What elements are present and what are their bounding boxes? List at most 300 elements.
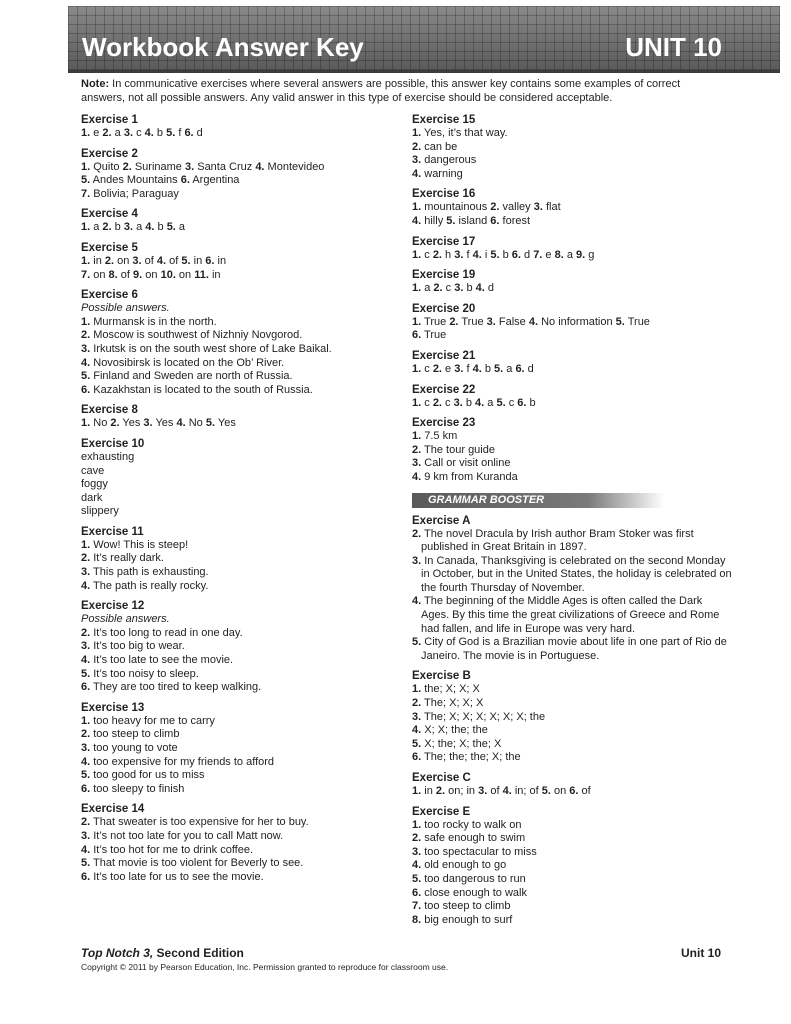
answer-text: too rocky to walk on bbox=[421, 818, 522, 831]
exercise-title: Exercise 20 bbox=[412, 302, 476, 315]
answer-text: False bbox=[495, 315, 529, 328]
item-number: 3. bbox=[533, 201, 543, 214]
answer-text: Irkutsk is on the south west shore of Lake Baikal. bbox=[90, 342, 332, 355]
answer-line bbox=[412, 201, 732, 215]
answer-text: in; of bbox=[511, 785, 542, 797]
answer-line bbox=[412, 724, 732, 738]
answer-text: It’s really dark. bbox=[90, 552, 164, 565]
answer-line bbox=[81, 816, 401, 830]
item-number: 3. bbox=[454, 282, 464, 295]
item-number: 1. bbox=[81, 127, 91, 139]
item-number: 4. bbox=[156, 254, 167, 267]
item-number: 5. bbox=[412, 636, 422, 649]
item-number: 1. bbox=[412, 248, 422, 261]
item-number: 5. bbox=[81, 667, 91, 680]
item-number: 4. bbox=[81, 654, 91, 667]
item-number: 1. bbox=[81, 221, 91, 234]
exercise-block bbox=[81, 599, 401, 695]
answer-line bbox=[412, 141, 732, 155]
answer-line bbox=[412, 914, 732, 928]
item-number: 4. bbox=[255, 160, 265, 173]
exercise-block bbox=[81, 241, 401, 282]
item-number: 8. bbox=[108, 268, 118, 281]
item-number: 1. bbox=[412, 127, 422, 139]
item-number: 3. bbox=[478, 785, 488, 797]
answer-text: of bbox=[578, 785, 591, 797]
item-number: 5. bbox=[81, 769, 91, 782]
answer-text: b bbox=[499, 248, 512, 261]
answer-line bbox=[412, 471, 732, 485]
answer-text: True bbox=[421, 329, 447, 342]
answer-text: Bolivia; Paraguay bbox=[90, 187, 179, 200]
footer-edition: Second Edition bbox=[153, 946, 244, 960]
item-number: 2. bbox=[432, 396, 442, 409]
item-number: 5. bbox=[490, 248, 500, 261]
exercise-title: Exercise 22 bbox=[412, 383, 476, 396]
item-number: 1. bbox=[81, 315, 91, 328]
item-number: 8. bbox=[554, 248, 564, 261]
answer-text: too spectacular to miss bbox=[421, 845, 537, 858]
item-number: 3. bbox=[81, 640, 91, 653]
answer-text: big enough to surf bbox=[421, 913, 513, 926]
item-number: 2. bbox=[432, 248, 442, 261]
answer-text: too steep to climb bbox=[90, 728, 180, 741]
answer-text: Quito bbox=[90, 160, 123, 173]
answer-text: Moscow is southwest of Nizhniy Novgorod. bbox=[90, 329, 303, 342]
exercise-block bbox=[81, 113, 401, 141]
item-number: 1. bbox=[412, 430, 422, 443]
item-number: 4. bbox=[176, 417, 186, 430]
answer-text: b bbox=[526, 396, 536, 409]
answer-text: d bbox=[484, 282, 495, 295]
answer-line bbox=[412, 887, 732, 901]
answer-line bbox=[412, 595, 732, 636]
answer-text: c bbox=[505, 396, 518, 409]
answer-text: a bbox=[563, 248, 577, 261]
answer-text: close enough to walk bbox=[421, 886, 527, 899]
item-number: 4. bbox=[81, 579, 91, 592]
exercise-block bbox=[81, 437, 401, 519]
answer-text: c bbox=[421, 248, 433, 261]
answer-line bbox=[81, 769, 401, 783]
item-number: 4. bbox=[412, 470, 422, 483]
answer-line bbox=[412, 711, 732, 725]
answer-text: flat bbox=[542, 201, 561, 214]
answer-line bbox=[81, 451, 401, 465]
item-number: 2. bbox=[122, 160, 132, 173]
grammar-booster-exercises bbox=[412, 669, 732, 927]
item-number: 4. bbox=[81, 356, 91, 369]
item-number: 7. bbox=[412, 900, 422, 913]
exercise-title: Exercise 17 bbox=[412, 235, 476, 248]
answer-text: c bbox=[442, 396, 454, 409]
item-number: 5. bbox=[494, 362, 504, 375]
item-number: 2. bbox=[433, 282, 443, 295]
answer-text: Wow! This is steep! bbox=[90, 538, 189, 551]
answer-text: The beginning of the Middle Ages is often called the Dark Ages. By this time the great civilizations of Greece and Rome had fallen, and life in Europe was very hard. bbox=[421, 595, 720, 635]
answer-text: of bbox=[487, 785, 503, 797]
answer-text: of bbox=[141, 254, 157, 267]
answer-text: too sleepy to finish bbox=[90, 782, 185, 795]
answer-text: d bbox=[193, 127, 203, 139]
item-number: 3. bbox=[412, 845, 422, 858]
item-number: 1. bbox=[81, 254, 91, 267]
answer-text: The novel Dracula by Irish author Bram Stoker was first published in Great Britain in 1897. bbox=[421, 527, 694, 554]
item-number: 1. bbox=[412, 818, 422, 831]
answer-text: in bbox=[214, 254, 227, 267]
item-number: 8. bbox=[412, 913, 422, 926]
answer-text: b bbox=[153, 127, 167, 139]
answer-line bbox=[412, 457, 732, 471]
exercise-block bbox=[412, 268, 732, 296]
answer-text: Suriname bbox=[131, 160, 185, 173]
exercise-title: Exercise 10 bbox=[81, 437, 145, 450]
item-number: 1. bbox=[412, 362, 422, 375]
answer-text: a bbox=[421, 282, 434, 295]
item-number: 4. bbox=[81, 755, 91, 768]
item-number: 2. bbox=[449, 315, 459, 328]
answer-line bbox=[81, 255, 401, 269]
answer-line bbox=[412, 430, 732, 444]
answer-line bbox=[412, 555, 732, 596]
item-number: 4. bbox=[81, 843, 91, 856]
answer-text: Finland and Sweden are north of Russia. bbox=[90, 370, 293, 383]
grammar-booster-label: GRAMMAR BOOSTER bbox=[428, 493, 545, 506]
item-number: 2. bbox=[432, 362, 442, 375]
answer-text: in bbox=[421, 785, 436, 797]
item-number: 4. bbox=[412, 724, 422, 737]
answer-text: X; X; the; the bbox=[421, 724, 488, 737]
exercise-title: Exercise B bbox=[412, 670, 471, 683]
answer-text: The; the; the; X; the bbox=[421, 751, 521, 764]
answer-text: No information bbox=[538, 315, 616, 328]
answer-text: g bbox=[585, 248, 595, 261]
item-number: 6. bbox=[412, 886, 422, 899]
answer-line bbox=[412, 697, 732, 711]
answer-text: c bbox=[442, 282, 455, 295]
exercise-a-items bbox=[412, 528, 732, 664]
answer-line bbox=[81, 830, 401, 844]
item-number: 9. bbox=[576, 248, 586, 261]
answer-text: 9 km from Kuranda bbox=[421, 470, 518, 483]
answer-text: The; X; X; X bbox=[421, 697, 484, 710]
exercise-block bbox=[412, 383, 732, 411]
item-number: 1. bbox=[412, 785, 422, 797]
answer-text: too young to vote bbox=[90, 742, 178, 754]
item-number: 10. bbox=[160, 268, 176, 281]
answer-text: No bbox=[185, 417, 206, 430]
answer-line bbox=[412, 154, 732, 168]
answer-text: b bbox=[111, 221, 124, 234]
answer-line bbox=[412, 397, 732, 411]
answer-text: foggy bbox=[81, 478, 108, 491]
exercise-title: Exercise 4 bbox=[81, 208, 138, 221]
answer-line bbox=[412, 832, 732, 846]
item-number: 5. bbox=[446, 214, 456, 227]
answer-text: b bbox=[463, 282, 476, 295]
exercise-block bbox=[81, 147, 401, 202]
answer-text: f bbox=[463, 362, 473, 375]
grammar-booster-banner bbox=[412, 493, 664, 508]
answer-text: City of God is a Brazilian movie about life in one part of Rio de Janeiro. The movie is in Portuguese. bbox=[421, 636, 727, 662]
answer-text: exhausting bbox=[81, 450, 135, 463]
item-number: 1. bbox=[412, 315, 422, 328]
item-number: 2. bbox=[102, 221, 112, 234]
answer-text: Montevideo bbox=[264, 160, 325, 173]
answer-text: No bbox=[90, 417, 111, 430]
item-number: 7. bbox=[81, 268, 91, 281]
header-divider bbox=[68, 70, 780, 73]
item-number: 2. bbox=[435, 785, 446, 797]
answer-text: f bbox=[463, 248, 473, 261]
answer-text: on bbox=[175, 268, 195, 281]
answer-text: on bbox=[550, 785, 570, 797]
page-header-banner bbox=[68, 6, 780, 70]
answer-line bbox=[412, 363, 732, 377]
answer-text: b bbox=[154, 221, 167, 234]
item-number: 2. bbox=[81, 728, 91, 741]
item-number: 2. bbox=[104, 254, 115, 267]
answer-text: of bbox=[117, 268, 134, 281]
item-number: 6. bbox=[184, 127, 194, 139]
answer-line bbox=[81, 343, 401, 357]
answer-line bbox=[81, 566, 401, 580]
answer-line bbox=[81, 221, 401, 235]
answer-text: hilly bbox=[421, 214, 447, 227]
item-number: 3. bbox=[132, 254, 142, 267]
answer-text: old enough to go bbox=[421, 859, 507, 872]
item-number: 1. bbox=[81, 538, 91, 551]
exercise-title: Exercise 2 bbox=[81, 147, 138, 160]
answer-text: too steep to climb bbox=[421, 900, 511, 913]
answer-line bbox=[81, 370, 401, 384]
item-number: 4. bbox=[412, 595, 422, 608]
item-number: 9. bbox=[133, 268, 143, 281]
item-number: 6. bbox=[180, 174, 190, 187]
answer-text: warning bbox=[421, 167, 463, 180]
item-number: 6. bbox=[490, 214, 500, 227]
exercise-block bbox=[412, 669, 732, 765]
item-number: 3. bbox=[81, 566, 91, 579]
exercise-title: Exercise 13 bbox=[81, 701, 145, 714]
answer-line bbox=[412, 859, 732, 873]
answer-text: of bbox=[166, 254, 182, 267]
item-number: 2. bbox=[412, 443, 422, 456]
answer-text: e bbox=[442, 362, 455, 375]
answer-text: Argentina bbox=[189, 174, 240, 187]
exercise-block bbox=[412, 805, 732, 928]
answer-line bbox=[412, 683, 732, 697]
answer-text: In Canada, Thanksgiving is celebrated on the second Monday in October, but in the United States, the holiday is celebrated on the fourth Thursday of November. bbox=[421, 554, 732, 594]
item-number: 7. bbox=[81, 187, 91, 200]
exercise-block bbox=[81, 403, 401, 431]
answer-text: too good for us to miss bbox=[90, 769, 205, 782]
answer-text: The; X; X; X; X; X; X; the bbox=[421, 710, 546, 723]
answer-text: the; X; X; X bbox=[421, 683, 480, 696]
answer-text: e bbox=[90, 127, 103, 139]
item-number: 4. bbox=[412, 167, 422, 180]
answer-line bbox=[81, 756, 401, 770]
item-number: 5. bbox=[81, 174, 91, 187]
item-number: 3. bbox=[453, 396, 463, 409]
answer-text: safe enough to swim bbox=[421, 832, 526, 845]
answer-text: Call or visit online bbox=[421, 457, 511, 470]
item-number: 4. bbox=[475, 396, 485, 409]
answer-text: True bbox=[458, 315, 487, 328]
answer-line bbox=[81, 627, 401, 641]
answer-line bbox=[81, 127, 401, 141]
item-number: 6. bbox=[515, 362, 525, 375]
item-number: 2. bbox=[81, 626, 91, 639]
answer-line bbox=[81, 161, 401, 175]
answer-text: in bbox=[90, 254, 105, 267]
item-number: 4. bbox=[145, 221, 155, 234]
answer-text: on bbox=[90, 268, 109, 281]
answer-text: a bbox=[90, 221, 103, 234]
item-number: 3. bbox=[81, 829, 91, 842]
item-number: 5. bbox=[166, 127, 176, 139]
item-number: 3. bbox=[81, 342, 91, 355]
item-number: 1. bbox=[81, 714, 91, 727]
item-number: 5. bbox=[541, 785, 551, 797]
answer-text: too heavy for me to carry bbox=[90, 714, 215, 727]
answer-text: They are too tired to keep walking. bbox=[90, 681, 262, 694]
answer-text: It’s too hot for me to drink coffee. bbox=[90, 843, 254, 856]
item-number: 6. bbox=[517, 396, 527, 409]
item-number: 3. bbox=[123, 221, 134, 234]
answer-line bbox=[81, 844, 401, 858]
answer-text: too dangerous to run bbox=[421, 872, 526, 885]
exercise-block bbox=[412, 349, 732, 377]
answer-line bbox=[412, 751, 732, 765]
item-number: 6. bbox=[81, 383, 91, 396]
answer-text: b bbox=[481, 362, 495, 375]
answer-text: a bbox=[503, 362, 516, 375]
answer-text: It’s too late for us to see the movie. bbox=[90, 870, 264, 883]
answer-line bbox=[412, 785, 732, 799]
exercise-block bbox=[81, 288, 401, 397]
answer-line bbox=[81, 465, 401, 479]
exercise-title: Exercise 14 bbox=[81, 803, 145, 816]
answer-line bbox=[412, 636, 732, 663]
answer-text: Yes bbox=[215, 417, 236, 430]
answer-line bbox=[81, 640, 401, 654]
answer-line bbox=[81, 269, 401, 283]
item-number: 1. bbox=[81, 417, 91, 430]
unit-label: UNIT 10 bbox=[625, 32, 722, 62]
answer-line bbox=[81, 357, 401, 371]
answer-line bbox=[412, 900, 732, 914]
item-number: 3. bbox=[412, 457, 422, 470]
item-number: 2. bbox=[102, 127, 112, 139]
answer-text: slippery bbox=[81, 505, 119, 518]
answer-text: dark bbox=[81, 491, 103, 504]
answer-text: a bbox=[175, 221, 186, 234]
answer-line bbox=[412, 444, 732, 458]
item-number: 1. bbox=[81, 160, 91, 173]
answer-text: d bbox=[524, 362, 534, 375]
answer-text: in bbox=[208, 268, 221, 281]
item-number: 6. bbox=[81, 870, 91, 883]
item-number: 4. bbox=[472, 362, 482, 375]
answer-text: island bbox=[455, 214, 491, 227]
answer-text: in bbox=[190, 254, 206, 267]
answer-line bbox=[81, 539, 401, 553]
answer-line bbox=[81, 188, 401, 202]
answer-text: valley bbox=[499, 201, 534, 214]
footer-book-name: Top Notch 3, bbox=[81, 946, 154, 960]
answer-text: i bbox=[481, 248, 491, 261]
answer-line bbox=[412, 528, 732, 555]
answer-line bbox=[81, 552, 401, 566]
exercise-block bbox=[81, 701, 401, 797]
item-number: 2. bbox=[81, 552, 91, 565]
item-number: 2. bbox=[412, 140, 422, 153]
item-number: 3. bbox=[143, 417, 153, 430]
answer-line bbox=[412, 215, 732, 229]
answer-text: Yes bbox=[119, 417, 144, 430]
exercise-title: Exercise 21 bbox=[412, 349, 476, 362]
item-number: 3. bbox=[412, 554, 422, 567]
item-number: 6. bbox=[81, 782, 91, 795]
item-number: 2. bbox=[412, 832, 422, 845]
answer-text: a bbox=[484, 396, 497, 409]
item-number: 1. bbox=[412, 683, 422, 696]
answer-text: The tour guide bbox=[421, 443, 495, 456]
exercise-title: Exercise 15 bbox=[412, 114, 476, 126]
answer-text: This path is exhausting. bbox=[90, 566, 209, 579]
exercise-title: Exercise C bbox=[412, 772, 471, 784]
item-number: 1. bbox=[412, 201, 422, 214]
answer-text: Yes bbox=[152, 417, 177, 430]
answer-text: c bbox=[421, 396, 433, 409]
answer-text: on bbox=[114, 254, 133, 267]
exercise-title: Exercise 1 bbox=[81, 114, 138, 126]
item-number: 2. bbox=[490, 201, 500, 214]
answer-text: True bbox=[624, 315, 650, 328]
answer-text: d bbox=[520, 248, 534, 261]
item-number: 5. bbox=[412, 872, 422, 885]
answer-line bbox=[412, 329, 732, 343]
answer-text: Santa Cruz bbox=[194, 160, 256, 173]
answer-line bbox=[81, 580, 401, 594]
item-number: 2. bbox=[412, 527, 422, 540]
answer-text: can be bbox=[421, 140, 458, 153]
answer-text: forest bbox=[499, 214, 531, 227]
exercise-block bbox=[81, 525, 401, 593]
answer-line bbox=[81, 417, 401, 431]
exercise-title: Exercise 6 bbox=[81, 289, 138, 302]
answer-line bbox=[412, 819, 732, 833]
exercise-block bbox=[412, 416, 732, 484]
item-number: 5. bbox=[181, 254, 191, 267]
item-number: 5. bbox=[81, 370, 91, 383]
answer-text: c bbox=[133, 127, 145, 139]
item-number: 3. bbox=[486, 315, 496, 328]
answer-text: It’s too big to wear. bbox=[90, 640, 185, 653]
exercise-block bbox=[412, 771, 732, 799]
item-number: 3. bbox=[412, 154, 422, 167]
item-number: 5. bbox=[205, 417, 216, 430]
answer-line bbox=[412, 282, 732, 296]
item-number: 3. bbox=[123, 127, 134, 139]
item-number: 6. bbox=[205, 254, 215, 267]
left-column bbox=[81, 113, 401, 890]
answer-line bbox=[81, 728, 401, 742]
answer-line bbox=[81, 871, 401, 885]
answer-text: Andes Mountains bbox=[90, 174, 181, 187]
answer-line bbox=[412, 846, 732, 860]
